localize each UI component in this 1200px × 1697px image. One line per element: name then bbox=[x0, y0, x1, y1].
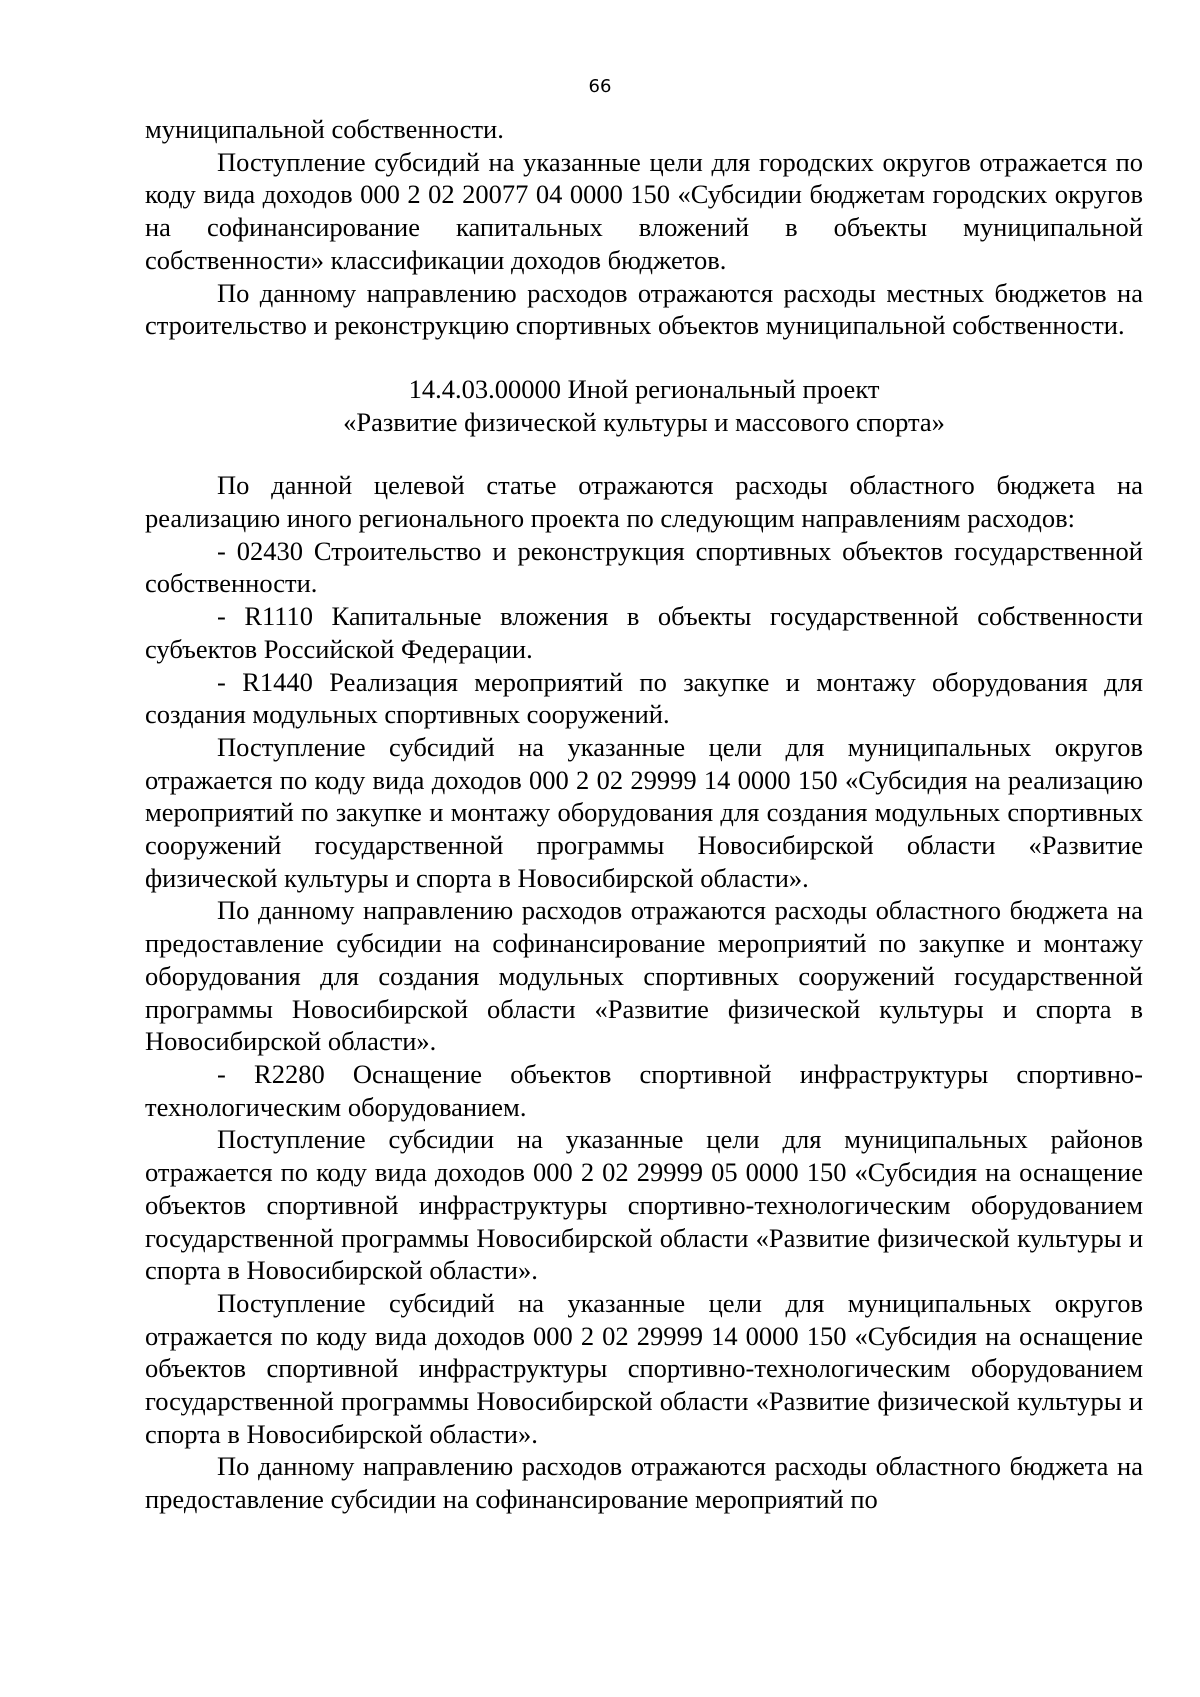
paragraph: По данной целевой статье отражаются расходы областного бюджета на реализацию иного регионального проекта по следующим направлениям расходов: bbox=[145, 470, 1143, 534]
paragraph: Поступление субсидии на указанные цели для муниципальных районов отражается по коду вида доходов 000 2 02 29999 05 0000 150 «Субсидия на оснащение объектов спортивной инфраструктуры спортивно-технологическим оборудованием государственной программы Новосибирской области «Развитие физической культуры и спорта в Новосибирской области». bbox=[145, 1124, 1143, 1286]
page-number: 66 bbox=[588, 76, 612, 97]
section-heading bbox=[145, 373, 1143, 438]
paragraphs-before bbox=[145, 113, 1143, 342]
section-heading-title: «Развитие физической культуры и массового спорта» bbox=[343, 406, 945, 437]
paragraph: По данному направлению расходов отражаются расходы областного бюджета на предоставление субсидии на софинансирование мероприятий по bbox=[145, 1451, 1143, 1515]
section-heading-code: 14.4.03.00000 Иной региональный проект bbox=[408, 373, 880, 404]
paragraph: По данному направлению расходов отражаются расходы местных бюджетов на строительство и реконструкцию спортивных объектов муниципальной собственности. bbox=[145, 277, 1143, 341]
list-item: - R1110 Капитальные вложения в объекты государственной собственности субъектов Российской Федерации. bbox=[145, 601, 1143, 664]
list-item: - R1440 Реализация мероприятий по закупке и монтажу оборудования для создания модульных спортивных сооружений. bbox=[145, 666, 1143, 730]
paragraph: муниципальной собственности. bbox=[145, 114, 504, 144]
paragraph: Поступление субсидий на указанные цели для городских округов отражается по коду вида доходов 000 2 02 20077 04 0000 150 «Субсидии бюджетам городских округов на софинансирование капитальных вложений в объекты муниципальной собственности» классификации доходов бюджетов. bbox=[145, 146, 1143, 275]
list-item: - R2280 Оснащение объектов спортивной инфраструктуры спортивно-технологическим оборудованием. bbox=[145, 1058, 1143, 1122]
list-item: - 02430 Строительство и реконструкция спортивных объектов государственной собственности. bbox=[145, 535, 1143, 599]
paragraph: Поступление субсидий на указанные цели для муниципальных округов отражается по коду вида доходов 000 2 02 29999 14 0000 150 «Субсидия на оснащение объектов спортивной инфраструктуры спортивно-технологическим оборудованием государственной программы Новосибирской области «Развитие физической культуры и спорта в Новосибирской области». bbox=[145, 1287, 1143, 1449]
paragraph: Поступление субсидий на указанные цели для муниципальных округов отражается по коду вида доходов 000 2 02 29999 14 0000 150 «Субсидия на реализацию мероприятий по закупке и монтажу оборудования для создания модульных спортивных сооружений государственной программы Новосибирской области «Развитие физической культуры и спорта в Новосибирской области». bbox=[145, 731, 1143, 893]
paragraphs-after bbox=[145, 469, 1143, 1516]
paragraph: По данному направлению расходов отражаются расходы областного бюджета на предоставление субсидии на софинансирование мероприятий по закупке и монтажу оборудования для создания модульных спортивных сооружений государственной программы Новосибирской области «Развитие физической культуры и спорта в Новосибирской области». bbox=[145, 895, 1143, 1057]
document-body bbox=[145, 113, 1143, 1516]
